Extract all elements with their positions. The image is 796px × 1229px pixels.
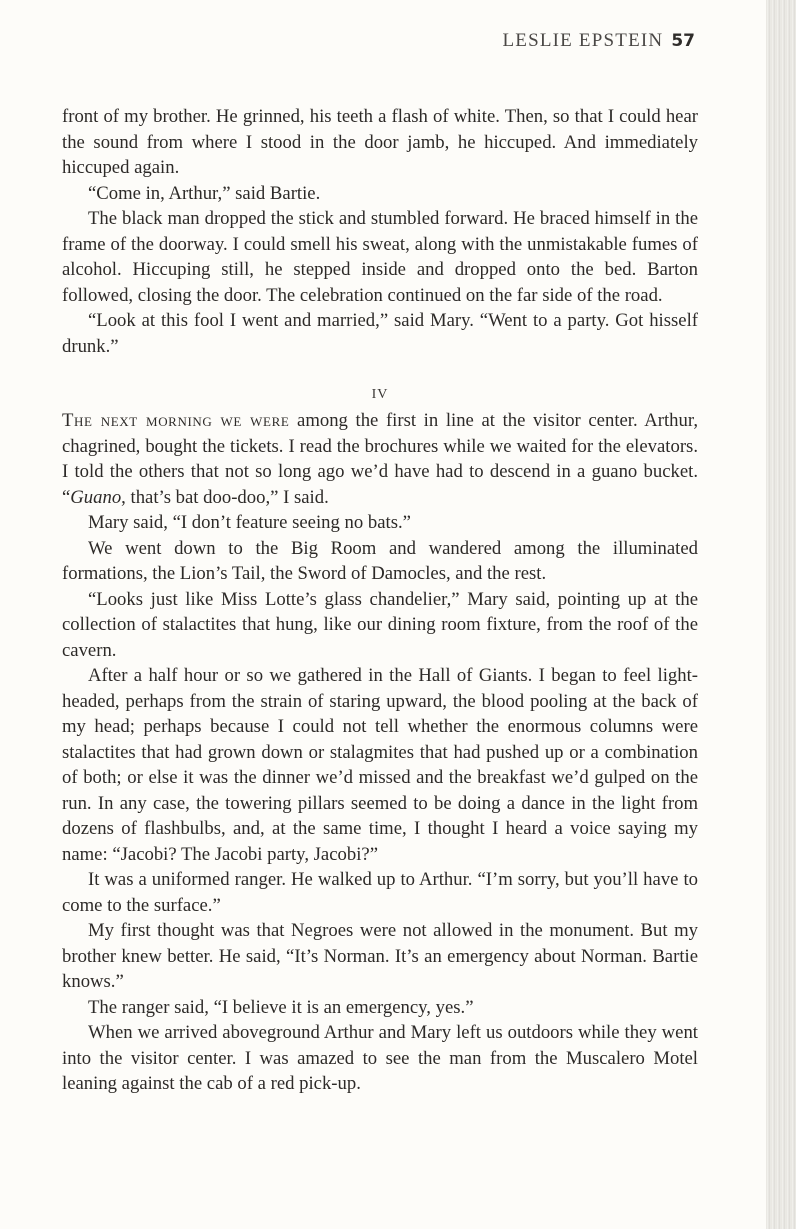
paragraph: We went down to the Big Room and wandered among the illuminated formations, the Lion’s Tail, the Sword of Damocles, and the rest. [62,537,698,584]
paragraph: When we arrived aboveground Arthur and Mary left us outdoors while they went into the visitor center. I was amazed to see the man from the Muscalero Motel leaning against the cab of a red pick-up. [62,1022,698,1094]
section-opening-text-end: , that’s bat doo-doo,” I said. [121,486,329,508]
paragraph: My first thought was that Negroes were not allowed in the monument. But my brother knew better. He said, “It’s Norman. It’s an emergency about Norman. Bartie knows.” [62,920,698,992]
section-opening-paragraph [62,408,698,510]
italic-word: Guano [70,486,122,508]
running-head [502,30,695,52]
paragraph: The ranger said, “I believe it is an emergency, yes.” [88,996,474,1018]
section-number: IV [371,387,389,402]
paragraph: It was a uniformed ranger. He walked up to Arthur. “I’m sorry, but you’ll have to come to the surface.” [62,869,698,916]
paragraph: The black man dropped the stick and stumbled forward. He braced himself in the frame of the doorway. I could smell his sweat, along with the unmistakable fumes of alcohol. Hiccuping still, he stepped inside and dropped onto the bed. Barton followed, closing the door. The celebration continued on the far side of the road. [62,208,698,306]
body-text [62,104,698,1097]
page-number: 57 [671,31,695,51]
paragraph: front of my brother. He grinned, his teeth a flash of white. Then, so that I could hear the sound from where I stood in the door jamb, he hiccuped. And immediately hiccuped again. [62,106,698,178]
page-edge [766,0,796,1229]
section-opening-text: among the first in line at the visitor center. Arthur, chagrined, bought the tickets. I read the brochures while we waited for the elevators. I told the others that not so long ago we’d have had to descend in a guano bucket. “ [62,410,698,508]
paragraph: Mary said, “I don’t feature seeing no bats.” [88,512,411,533]
paragraph: “Looks just like Miss Lotte’s glass chandelier,” Mary said, pointing up at the collection of stalactites that hung, like our dining room fixture, from the roof of the cavern. [62,588,698,661]
paragraph: “Look at this fool I went and married,” said Mary. “Went to a party. Got hisself drunk.” [62,310,698,357]
paragraph: After a half hour or so we gathered in the Hall of Giants. I began to feel light-headed, perhaps from the strain of staring upward, the blood pooling at the back of my head; perhaps because I could not tell whether the enormous columns were stalactites that had grown down or stalagmites that had pushed up or a combination of both; or else it was the dinner we’d missed and the breakfast we’d gulped on the run. In any case, the towering pillars seemed to be doing a dance in the light from dozens of flashbulbs, and, at the same time, I thought I heard a voice saying my name: “Jacobi? The Jacobi party, Jacobi?” [62,665,698,865]
paragraph: “Come in, Arthur,” said Bartie. [88,182,321,204]
author-name: LESLIE EPSTEIN [502,30,664,51]
section-opening-smallcaps: The next morning we were [62,410,290,431]
